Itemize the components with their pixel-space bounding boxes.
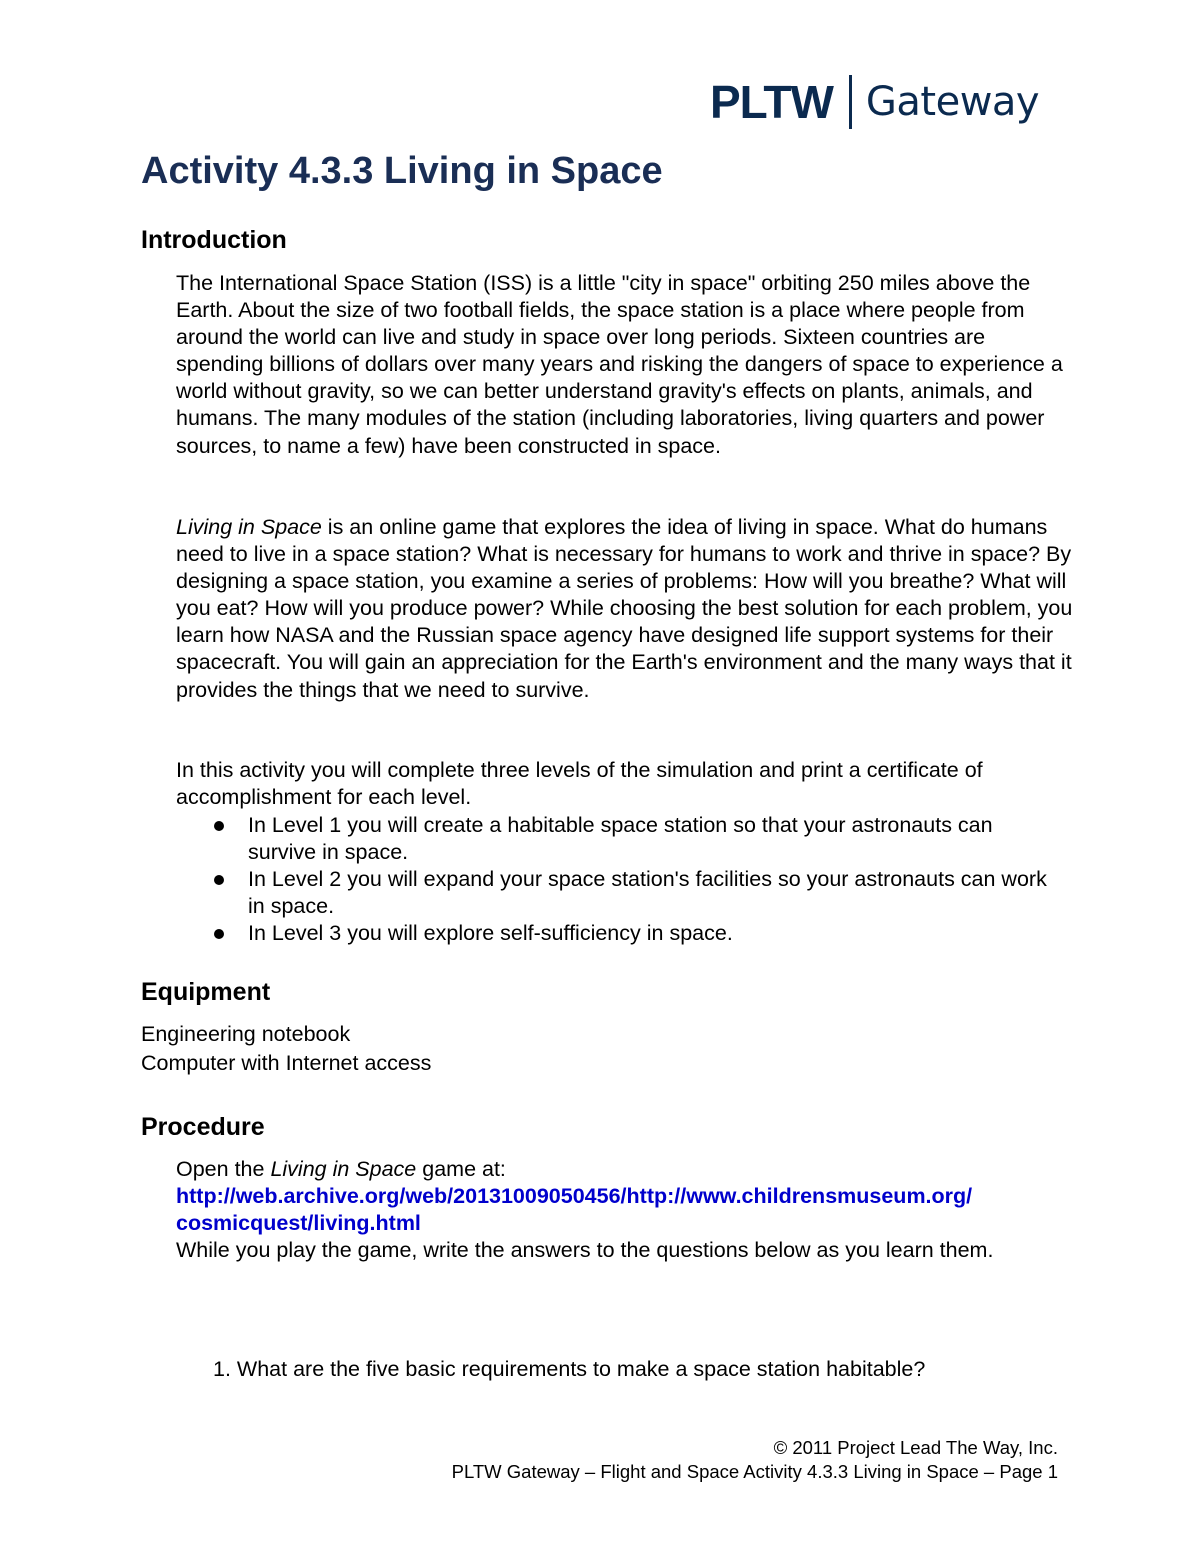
question-text: What are the five basic requirements to make a space station habitable? bbox=[236, 1357, 926, 1381]
list-item-text: In Level 3 you will explore self-sufficiency in space. bbox=[248, 921, 733, 946]
bullet-icon bbox=[214, 929, 224, 939]
game-title-italic: Living in Space bbox=[270, 1157, 417, 1181]
page-title: Activity 4.3.3 Living in Space bbox=[141, 150, 663, 192]
procedure-instructions: While you play the game, write the answers to the questions below as you learn them. bbox=[176, 1238, 994, 1263]
game-title-italic: Living in Space bbox=[176, 515, 322, 539]
list-item bbox=[176, 866, 1056, 920]
equipment-list bbox=[141, 1020, 431, 1077]
list-item bbox=[176, 920, 1056, 947]
equipment-item: Engineering notebook bbox=[141, 1022, 351, 1046]
game-link[interactable] bbox=[176, 1183, 1076, 1237]
introduction-heading: Introduction bbox=[141, 226, 287, 254]
pltw-gateway-logo bbox=[710, 72, 1039, 132]
game-link-line-2[interactable]: cosmicquest/living.html bbox=[176, 1211, 421, 1236]
question-1 bbox=[213, 1356, 925, 1383]
bullet-icon bbox=[214, 821, 224, 831]
page-footer bbox=[452, 1436, 1058, 1483]
list-item bbox=[176, 812, 1056, 866]
footer-page-line: PLTW Gateway – Flight and Space Activity 4.3.3 Living in Space – Page 1 bbox=[451, 1460, 1058, 1482]
level-bullet-list bbox=[176, 812, 1056, 947]
introduction-paragraph-2-text: is an online game that explores the idea of living in space. What do humans need to live in a space station? What is necessary for humans to work and thrive in space? By designing a space station, you examine a series of problems: How will you breathe? What will you eat? How will you produce power? While choosing the best solution for each problem, you learn how NASA and the Russian space agency have designed life support systems for their spacecraft. You will gain an appreciation for the Earth's environment and the many ways that it provides the things that we need to survive. bbox=[176, 515, 1073, 702]
equipment-item: Computer with Internet access bbox=[141, 1050, 432, 1075]
game-link-line-1[interactable]: http://web.archive.org/web/20131009050456/http://www.childrensmuseum.org/ bbox=[176, 1184, 973, 1209]
logo-subtitle: Gateway bbox=[865, 79, 1040, 125]
list-item-text: In Level 2 you will expand your space station's facilities so your astronauts can work in space. bbox=[248, 867, 1047, 919]
introduction-paragraph-3: In this activity you will complete three levels of the simulation and print a certificate of accomplishment for each level. bbox=[176, 758, 983, 810]
open-suffix: game at: bbox=[416, 1157, 506, 1181]
logo-mark: PLTW bbox=[710, 76, 833, 128]
procedure-open-line bbox=[176, 1156, 1076, 1183]
introduction-paragraph-1: The International Space Station (ISS) is a little "city in space" orbiting 250 miles above the Earth. About the size of two football fields, the space station is a place where people from around the world can live and study in space over long periods. Sixteen countries are spending billions of dollars over many years and risking the dangers of space to experience a world without gravity, so we can better understand gravity's effects on plants, animals, and humans. The many modules of the station (including laboratories, living quarters and power sources, to name a few) have been constructed in space. bbox=[176, 271, 1063, 458]
logo-divider bbox=[849, 75, 852, 129]
bullet-icon bbox=[214, 875, 224, 885]
procedure-body bbox=[176, 1156, 1076, 1264]
list-item-text: In Level 1 you will create a habitable space station so that your astronauts can survive in space. bbox=[248, 813, 993, 865]
equipment-heading: Equipment bbox=[141, 978, 271, 1006]
introduction-paragraph-2 bbox=[176, 514, 1076, 704]
footer-copyright: © 2011 Project Lead The Way, Inc. bbox=[773, 1437, 1058, 1458]
procedure-heading: Procedure bbox=[141, 1113, 265, 1141]
open-prefix: Open the bbox=[176, 1157, 271, 1181]
question-number: 1. bbox=[213, 1357, 231, 1381]
